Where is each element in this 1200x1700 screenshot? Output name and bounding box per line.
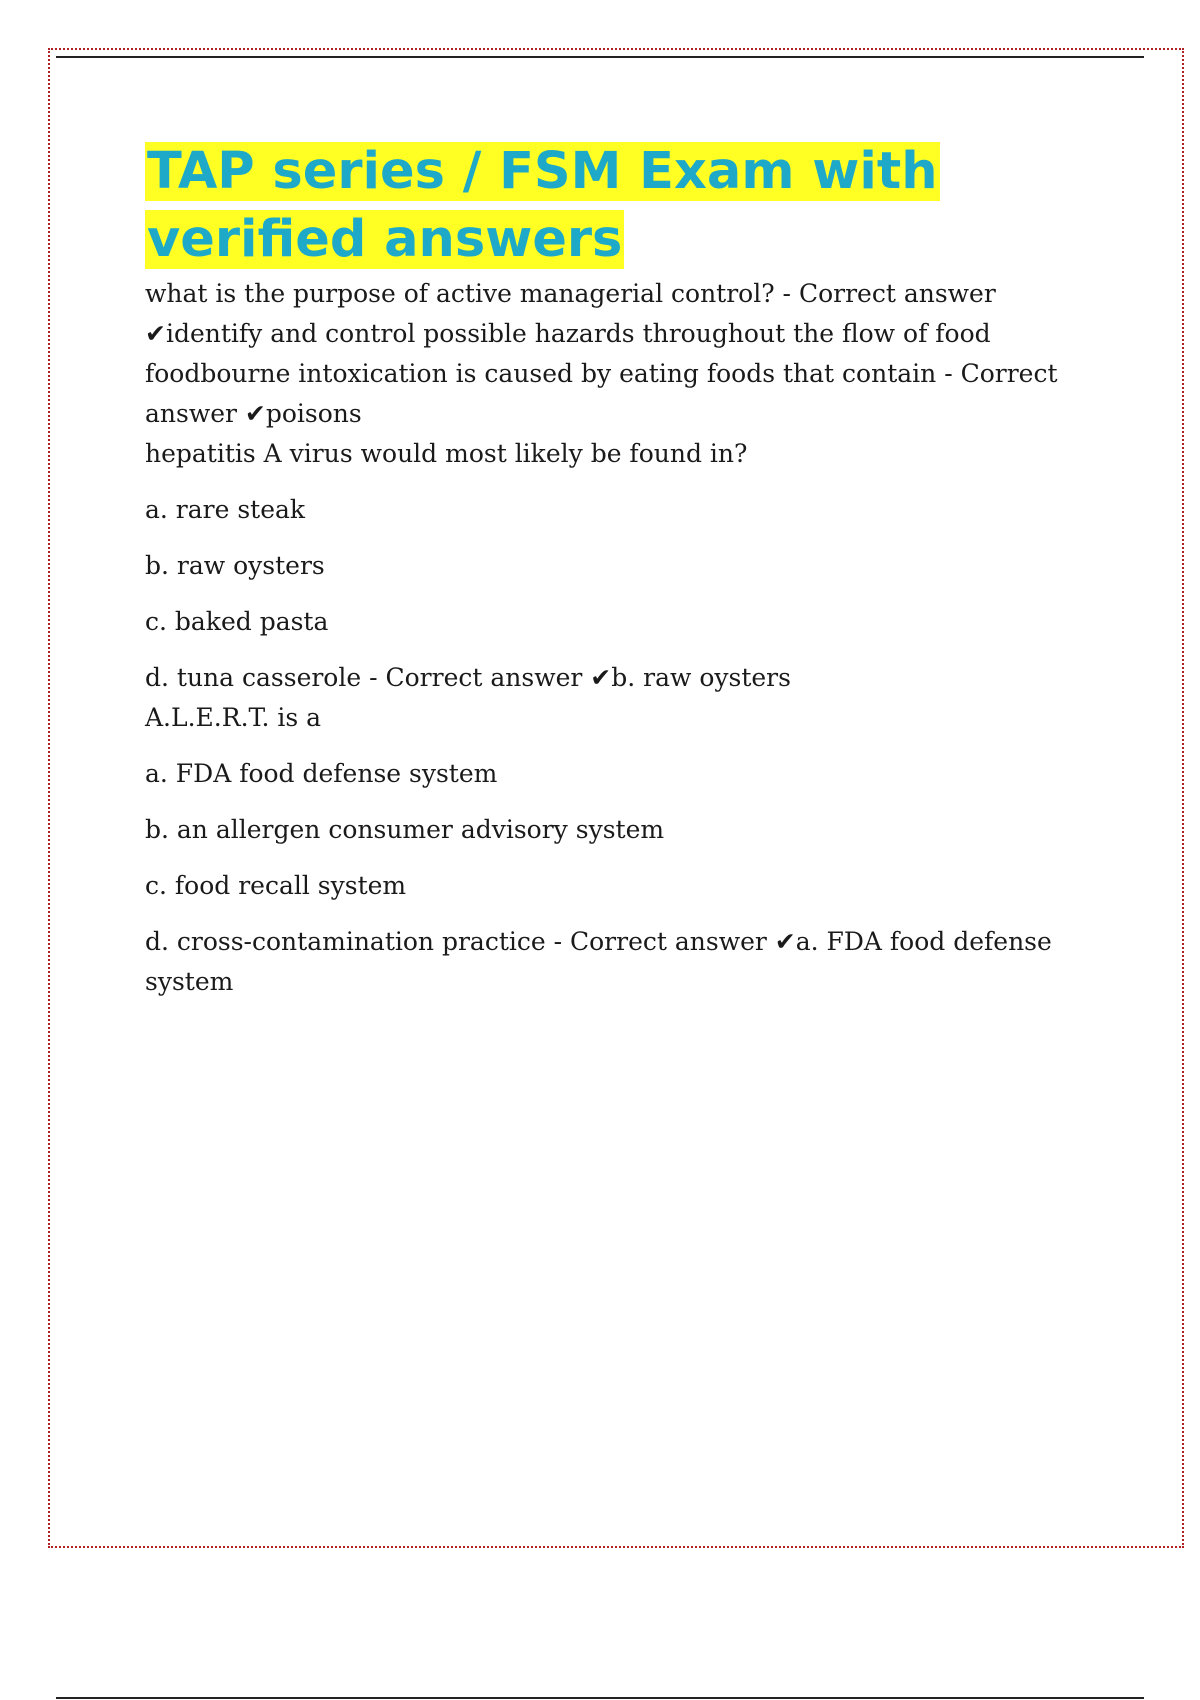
question-3-option-d: d. tuna casserole - Correct answer ✔b. raw oysters <box>145 663 791 692</box>
document-title-text: TAP series / FSM Exam with verified answers <box>147 142 938 269</box>
question-3-option-b: b. raw oysters <box>145 551 325 580</box>
question-3-option-a: a. rare steak <box>145 495 306 524</box>
question-4: A.L.E.R.T. is a <box>145 703 322 732</box>
question-4-option-d: d. cross-contamination practice - Correct answer ✔a. FDA food defense system <box>145 927 1052 996</box>
bottom-rule <box>56 1697 1144 1699</box>
document-content <box>145 138 1085 1002</box>
document-title <box>145 138 1085 274</box>
question-3: hepatitis A virus would most likely be found in? <box>145 439 748 468</box>
question-list <box>145 274 1085 1002</box>
question-4-option-a: a. FDA food defense system <box>145 759 498 788</box>
question-4-option-b: b. an allergen consumer advisory system <box>145 815 665 844</box>
question-4-option-c: c. food recall system <box>145 871 407 900</box>
question-1: what is the purpose of active managerial control? - Correct answer ✔identify and control possible hazards throughout the flow of food <box>145 279 996 348</box>
question-3-option-c: c. baked pasta <box>145 607 329 636</box>
top-rule <box>56 56 1144 58</box>
question-2: foodbourne intoxication is caused by eating foods that contain - Correct answer ✔poisons <box>145 359 1058 428</box>
